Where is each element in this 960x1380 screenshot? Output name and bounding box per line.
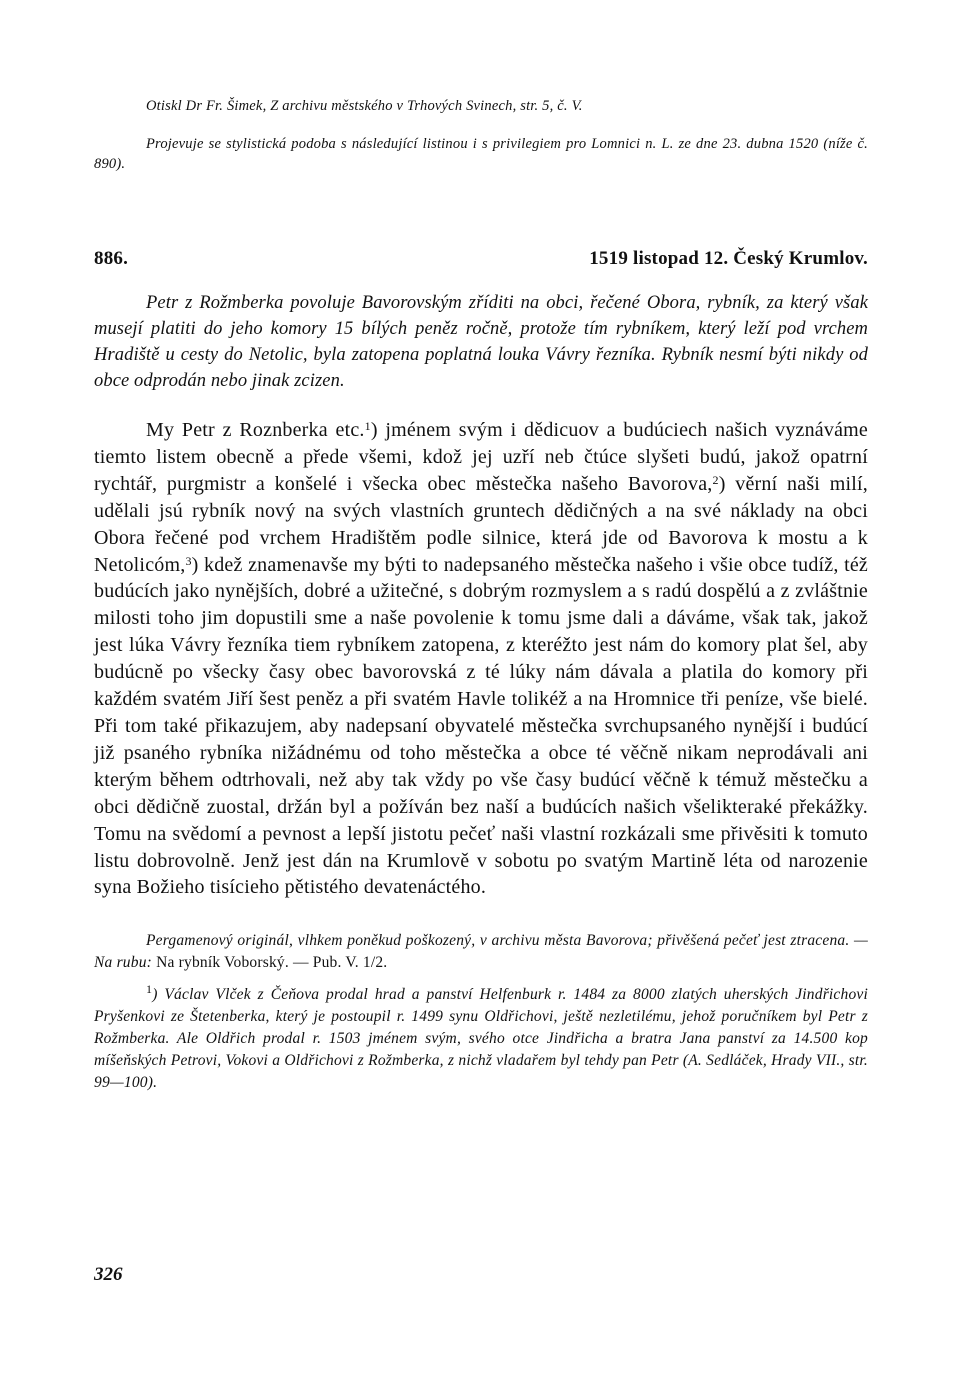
- provenance-italic: Pergamenový originál, vlhkem poněkud poškozený, v archivu města Bavorova; přivěšená pečeť jest ztracena. — Na rubu:: [94, 932, 868, 972]
- document-date-place: 1519 listopad 12. Český Krumlov.: [589, 248, 868, 269]
- charter-text-part-2: ) jménem svým i dědicuov a budúciech našich vyznáváme tiemto listem obecně a přede všemi, kdož jej uzří neb čtúce slyšeti budú, jakož opatrní rychtář, purgmistr a konšelé i všecka obec městečka našeho Bavorova,: [94, 419, 868, 495]
- page-number: 326: [94, 1264, 123, 1285]
- charter-text-part-4: ) kdež znamenavše my býti to nadepsaného městečka našeho i všie obce tudíž, též budúcích jako nynějších, dobré a užitečné, s dobrým rozmyslem a s radú dospělú a z zvláštnie milosti toho jim dopustili sme a naše povolenie k tomu jsme dali a dáváme, však tak, jakož jest lúka Vávry řezníka tiem rybníkem zatopena, z kteréžto jest nám do komory plat šel, aby budúcně po všecky časy obec bavorovská z té lúky nám dávala a platila do komory při každém svatém Jiří šest peněz a při svatém Havle tolikéž a na Hromnice tři peníze, vše bielé. Při tom také přikazujem, aby nadepsaní obyvatelé městečka svrchupsaného nynější i budúcí již psaného rybníka nižádnému od toho městečka a obce té věčně nikam neprodávali ani kterým během odtrhovali, než aby tak vždy po vše časy budúcí věčně k témuž městečku a obci dědičně zuostal, držán byl a požíván bez naší a budúcích našich všelikteraké překážky. Tomu na svědomí a pevnost a lepší jistotu pečeť naši vlastní rozkázali sme přivěsiti k tomuto listu dobrovolně. Jenž jest dán na Krumlově v sobotu po svatým Martině léta od narozenie syna Božieho tisícieho pětistého devatenáctého.: [94, 553, 868, 899]
- source-note: Otiskl Dr Fr. Šimek, Z archivu městského v Trhových Svinech, str. 5, č. V.: [146, 98, 583, 114]
- document-regest: Petr z Rožmberka povoluje Bavorovským zříditi na obci, řečené Obora, rybník, za který však musejí platiti do jeho komory 15 bílých peněz ročně, protože tím rybníkem, který leží pod vrchem Hradiště u cesty do Netolic, byla zatopena poplatná louka Vávry řezníka. Rybník nesmí býti nikdy od obce odprodán nebo jinak zcizen.: [94, 293, 868, 391]
- document-page: [94, 96, 868, 1094]
- charter-text: [94, 417, 868, 901]
- provenance-note: [94, 930, 868, 974]
- footnote-1: [94, 984, 868, 1094]
- charter-text-part-1: My Petr z Roznberka etc.: [146, 419, 365, 441]
- provenance-dorsal: Na rybník Voborský. — Pub. V. 1/2.: [152, 954, 388, 972]
- footnote-ref-1: 1: [364, 419, 371, 433]
- document-number: 886.: [94, 248, 129, 269]
- footnote-1-text: ) Václav Vlček z Čeňova prodal hrad a panství Helfenburk r. 1484 za 8000 zlatých uherských Jindřichovi Pryšenkovi ze Štetenberka, který je postoupil r. 1499 synu Oldřichovi, ještě nezletilému, jehož poručníkem byl Petr z Rožmberka. Ale Oldřich prodal r. 1503 jménem svým, svého otce Jindřicha a bratra Jana panství za 14.500 kop míšeňských Petrovi, Vokovi a Oldřichovi z Rožmberka, z nichž vladařem byl tehdy pan Petr (A. Sedláček, Hrady VII., str. 99—100).: [94, 986, 868, 1092]
- previous-document-notes: [94, 96, 868, 174]
- document-header: [94, 248, 868, 278]
- stylistic-remark: Projevuje se stylistická podoba s následující listinou i s privilegiem pro Lomnici n. L. ze dne 23. dubna 1520 (níže č. 890).: [94, 136, 868, 172]
- footnote-1-mark: 1: [146, 982, 153, 997]
- footnote-ref-2: 2: [712, 472, 719, 487]
- charter-text-part-3: ) věrní naši milí, udělali jsú rybník nový na svých vlastních gruntech dědičných a na své náklady na obci Obora řečené pod vrchem Hradištěm podle silnice, která jde od Bavorova k mostu a k Netolicóm,: [94, 472, 868, 576]
- footnote-ref-3: 3: [185, 553, 192, 568]
